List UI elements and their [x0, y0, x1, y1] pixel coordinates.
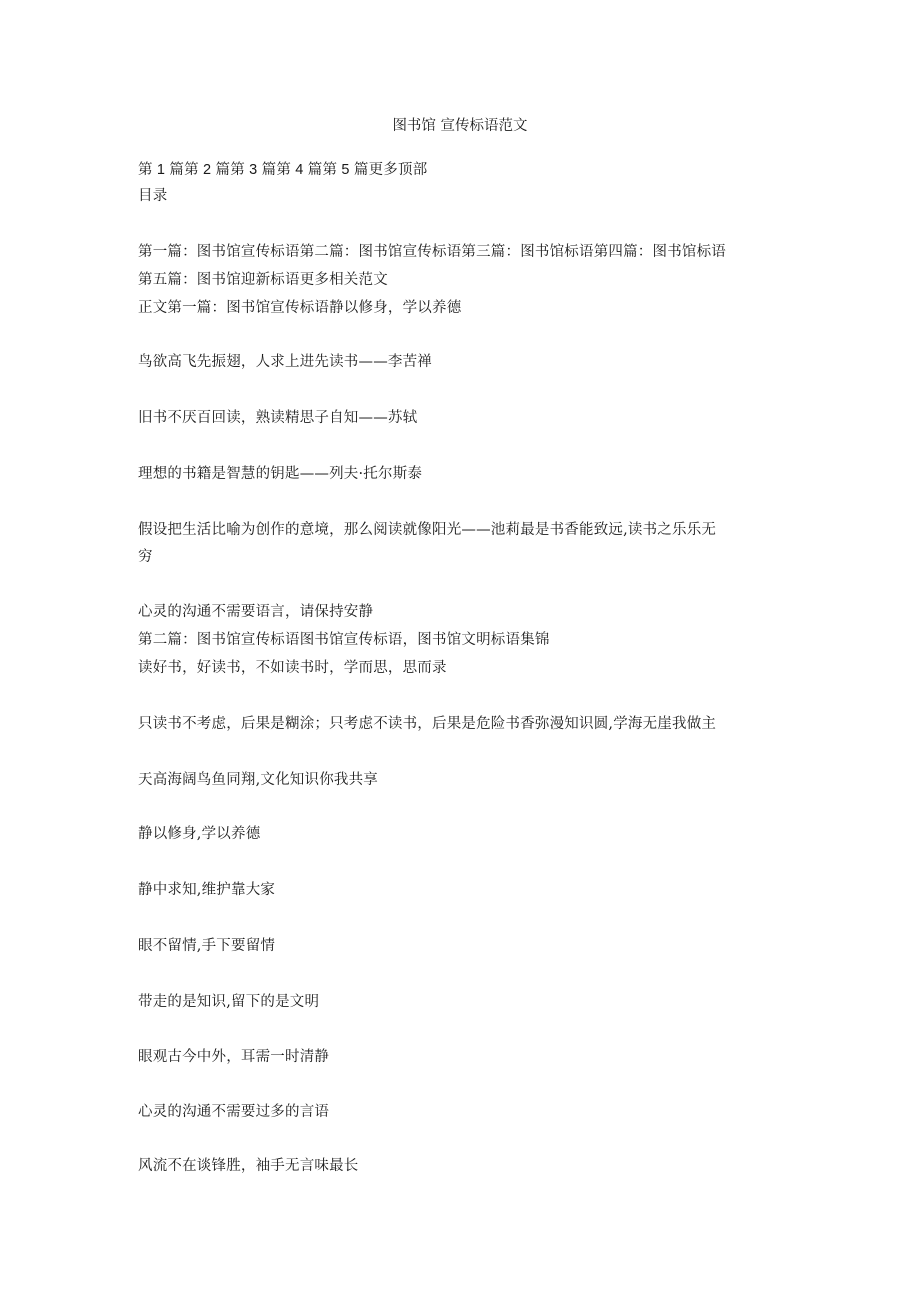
body-line: 只读书不考虑，后果是糊涂；只考虑不读书，后果是危险书香弥漫知识圆,学海无崖我做主 — [138, 716, 717, 732]
body-line: 心灵的沟通不需要语言，请保持安静 — [138, 604, 374, 620]
body-line: 旧书不厌百回读，熟读精思子自知——苏轼 — [138, 410, 418, 426]
body-line: 正文第一篇：图书馆宣传标语静以修身，学以养德 — [138, 300, 462, 316]
body-line: 穷 — [138, 549, 153, 565]
toc-line[interactable]: 第一篇：图书馆宣传标语第二篇：图书馆宣传标语第三篇：图书馆标语第四篇：图书馆标语 — [138, 244, 726, 260]
body-line: 眼观古今中外，耳需一时清静 — [138, 1049, 330, 1065]
body-line: 带走的是知识,留下的是文明 — [138, 994, 320, 1010]
toc-line[interactable]: 第五篇：图书馆迎新标语更多相关范文 — [138, 272, 388, 288]
body-line: 天高海阔鸟鱼同翔,文化知识你我共享 — [138, 772, 379, 788]
body-line: 静以修身,学以养德 — [138, 826, 261, 842]
body-line: 风流不在谈锋胜，袖手无言味最长 — [138, 1158, 359, 1174]
body-line: 理想的书籍是智慧的钥匙——列夫·托尔斯泰 — [138, 466, 423, 482]
body-line: 鸟欲高飞先振翅，人求上进先读书——李苦禅 — [138, 354, 432, 370]
body-line: 心灵的沟通不需要过多的言语 — [138, 1104, 330, 1120]
document-title: 图书馆 宣传标语范文 — [392, 118, 528, 134]
body-line: 假设把生活比喻为创作的意境，那么阅读就像阳光——池莉最是书香能致远,读书之乐乐无 — [138, 522, 717, 538]
body-line: 静中求知,维护靠大家 — [138, 882, 276, 898]
section-nav-links[interactable]: 第 1 篇第 2 篇第 3 篇第 4 篇第 5 篇更多顶部 — [138, 162, 428, 178]
body-line: 眼不留情,手下要留情 — [138, 938, 276, 954]
toc-heading: 目录 — [138, 188, 168, 204]
body-line: 读好书，好读书，不如读书时，学而思，思而录 — [138, 660, 447, 676]
section-heading: 第二篇：图书馆宣传标语图书馆宣传标语，图书馆文明标语集锦 — [138, 632, 550, 648]
